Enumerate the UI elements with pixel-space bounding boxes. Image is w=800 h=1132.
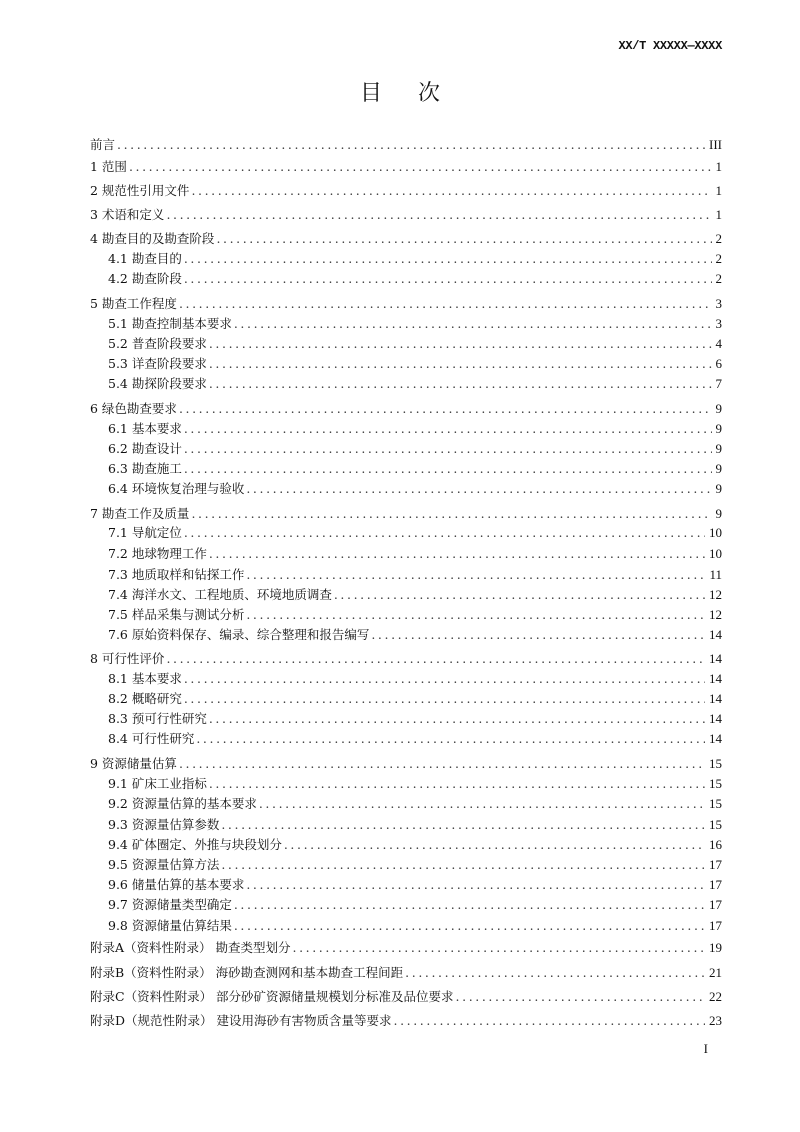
toc-entry-label: 7.2 地球物理工作 <box>108 546 207 561</box>
toc-entry[interactable] <box>90 295 722 313</box>
toc-entry-page: 15 <box>709 817 722 832</box>
toc-entry-label: 9.2 资源量估算的基本要求 <box>108 796 257 811</box>
toc-entry-label: 6.2 勘查设计 <box>108 441 182 456</box>
toc-entry[interactable] <box>90 988 722 1006</box>
toc-entry[interactable] <box>108 917 722 935</box>
toc-entry-page: 17 <box>709 877 722 892</box>
toc-entry[interactable] <box>90 939 722 957</box>
dot-leader <box>196 730 705 748</box>
toc-entry-page: 1 <box>715 183 722 198</box>
dot-leader <box>184 270 712 288</box>
dot-leader <box>129 158 712 176</box>
toc-entry-label: 5.1 勘查控制基本要求 <box>108 316 232 331</box>
dot-leader <box>166 650 705 668</box>
toc-entry[interactable] <box>108 795 722 813</box>
dot-leader <box>166 206 711 224</box>
toc-entry-page: 14 <box>709 731 722 746</box>
toc-entry-page: 15 <box>709 776 722 791</box>
dot-leader <box>234 917 705 935</box>
toc-entry[interactable] <box>108 710 722 728</box>
toc-entry[interactable] <box>108 375 722 393</box>
toc-entry-page: 1 <box>715 207 722 222</box>
toc-entry[interactable] <box>108 566 722 584</box>
toc-entry[interactable] <box>90 206 722 224</box>
toc-entry[interactable] <box>108 270 722 288</box>
toc-entry-page: 3 <box>715 316 722 331</box>
toc-entry[interactable] <box>90 230 722 248</box>
toc-entry[interactable] <box>108 856 722 874</box>
toc-entry[interactable] <box>108 355 722 373</box>
toc-entry-label: 6.1 基本要求 <box>108 421 182 436</box>
toc-entry-label: 4.1 勘查目的 <box>108 251 182 266</box>
toc-entry-page: 4 <box>715 336 722 351</box>
toc-entry[interactable] <box>108 690 722 708</box>
toc-entry-page: 15 <box>709 756 722 771</box>
toc-entry-label: 1 范围 <box>90 159 127 174</box>
dot-leader <box>209 775 705 793</box>
toc-entry-page: III <box>709 137 722 152</box>
toc-entry[interactable] <box>108 816 722 834</box>
dot-leader <box>184 420 712 438</box>
toc-entry-page: 1 <box>715 159 722 174</box>
toc-entry-label: 5.4 勘探阶段要求 <box>108 376 207 391</box>
toc-entry-page: 9 <box>715 401 722 416</box>
toc-entry-page: 12 <box>709 587 722 602</box>
dot-leader <box>221 856 705 874</box>
dot-leader <box>334 586 705 604</box>
toc-entry-page: 2 <box>715 231 722 246</box>
toc-entry[interactable] <box>90 400 722 418</box>
toc-entry-label: 5.3 详查阶段要求 <box>108 356 207 371</box>
toc-entry-page: 12 <box>709 607 722 622</box>
toc-entry-page: 19 <box>709 940 722 955</box>
toc-entry[interactable] <box>108 626 722 644</box>
dot-leader <box>456 988 705 1006</box>
toc-entry[interactable] <box>90 755 722 773</box>
toc-entry-page: 14 <box>709 651 722 666</box>
dot-leader <box>371 626 705 644</box>
toc-entry[interactable] <box>108 480 722 498</box>
toc-entry[interactable] <box>108 670 722 688</box>
dot-leader <box>179 400 712 418</box>
dot-leader <box>246 606 705 624</box>
toc-entry-label: 附录A（资料性附录） 勘查类型划分 <box>90 940 291 955</box>
toc-entry[interactable] <box>108 896 722 914</box>
toc-entry-label: 8.2 概略研究 <box>108 691 182 706</box>
toc-entry[interactable] <box>108 775 722 793</box>
toc-entry[interactable] <box>108 586 722 604</box>
toc-entry[interactable] <box>108 315 722 333</box>
dot-leader <box>184 250 712 268</box>
toc-entry-label: 6.3 勘查施工 <box>108 461 182 476</box>
toc-entry-label: 9.8 资源储量估算结果 <box>108 918 232 933</box>
toc-entry-label: 9.7 资源储量类型确定 <box>108 897 232 912</box>
toc-entry-page: 7 <box>715 376 722 391</box>
toc-entry-label: 附录C（资料性附录） 部分砂矿资源储量规模划分标准及品位要求 <box>90 989 454 1004</box>
toc-entry[interactable] <box>108 250 722 268</box>
toc-entry-page: 3 <box>715 296 722 311</box>
toc-entry-label: 4 勘查目的及勘查阶段 <box>90 231 215 246</box>
toc-entry-page: 16 <box>709 837 722 852</box>
toc-entry-page: 14 <box>709 691 722 706</box>
toc-entry-page: 17 <box>709 857 722 872</box>
toc-entry[interactable] <box>108 836 722 854</box>
toc-entry-page: 15 <box>709 796 722 811</box>
dot-leader <box>234 315 712 333</box>
dot-leader <box>405 964 705 982</box>
dot-leader <box>179 755 705 773</box>
dot-leader <box>284 836 705 854</box>
toc-entry-page: 6 <box>715 356 722 371</box>
dot-leader <box>184 440 712 458</box>
dot-leader <box>209 545 705 563</box>
toc-entry[interactable] <box>108 606 722 624</box>
dot-leader <box>246 480 711 498</box>
toc-entry[interactable] <box>108 730 722 748</box>
dot-leader <box>209 710 705 728</box>
toc-entry-label: 前言 <box>90 137 116 152</box>
toc-entry[interactable] <box>108 420 722 438</box>
dot-leader <box>209 335 712 353</box>
dot-leader <box>191 505 711 523</box>
toc-entry-page: 2 <box>715 251 722 266</box>
toc-entry-page: 9 <box>715 441 722 456</box>
toc-entry-page: 10 <box>709 546 722 561</box>
toc-entry[interactable] <box>108 545 722 563</box>
dot-leader <box>234 896 705 914</box>
dot-leader <box>259 795 705 813</box>
dot-leader <box>117 136 705 154</box>
dot-leader <box>191 182 711 200</box>
dot-leader <box>221 816 705 834</box>
document-code: XX/T XXXXX—XXXX <box>618 39 722 53</box>
toc-entry-page: 23 <box>709 1013 722 1028</box>
toc-entry[interactable] <box>90 650 722 668</box>
toc-entry[interactable] <box>90 1012 722 1030</box>
toc-entry-label: 6 绿色勘查要求 <box>90 401 177 416</box>
dot-leader <box>184 690 705 708</box>
toc-entry-label: 9.3 资源量估算参数 <box>108 817 220 832</box>
page-number: I <box>703 1041 708 1056</box>
title-char: 次 <box>418 81 441 106</box>
toc-entry[interactable] <box>90 136 722 154</box>
toc-entry-label: 8.4 可行性研究 <box>108 731 195 746</box>
dot-leader <box>246 876 705 894</box>
dot-leader <box>209 355 712 373</box>
toc-entry-label: 7.4 海洋水文、工程地质、环境地质调查 <box>108 587 332 602</box>
toc-entry-label: 9.6 储量估算的基本要求 <box>108 877 245 892</box>
toc-entry[interactable] <box>90 182 722 200</box>
toc-entry-label: 8.1 基本要求 <box>108 671 182 686</box>
dot-leader <box>216 230 711 248</box>
toc-entry[interactable] <box>90 158 722 176</box>
title-char: 目 <box>359 81 382 106</box>
toc-entry-label: 4.2 勘查阶段 <box>108 271 182 286</box>
toc-entry-label: 5.2 普查阶段要求 <box>108 336 207 351</box>
toc-entry-page: 14 <box>709 711 722 726</box>
toc-entry-page: 9 <box>715 481 722 496</box>
dot-leader <box>209 375 712 393</box>
dot-leader <box>184 460 712 478</box>
toc-entry-label: 2 规范性引用文件 <box>90 183 190 198</box>
toc-entry[interactable] <box>108 876 722 894</box>
toc-entry-page: 14 <box>709 671 722 686</box>
dot-leader <box>184 524 705 542</box>
toc-entry[interactable] <box>108 335 722 353</box>
toc-entry-page: 17 <box>709 918 722 933</box>
toc-entry-label: 7.5 样品采集与测试分析 <box>108 607 245 622</box>
toc-entry-label: 5 勘查工作程度 <box>90 296 177 311</box>
toc-entry-page: 14 <box>709 627 722 642</box>
toc-entry[interactable] <box>108 460 722 478</box>
toc-entry-page: 17 <box>709 897 722 912</box>
toc-entry[interactable] <box>90 505 722 523</box>
toc-entry-label: 7.6 原始资料保存、编录、综合整理和报告编写 <box>108 627 370 642</box>
dot-leader <box>179 295 712 313</box>
toc-entry-page: 10 <box>709 525 722 540</box>
dot-leader <box>394 1012 706 1030</box>
toc-entry-label: 6.4 环境恢复治理与验收 <box>108 481 245 496</box>
toc-entry[interactable] <box>108 440 722 458</box>
toc-entry-label: 7.3 地质取样和钻探工作 <box>108 567 245 582</box>
dot-leader <box>246 566 705 584</box>
toc-entry-page: 9 <box>715 461 722 476</box>
toc-entry-label: 8 可行性评价 <box>90 651 165 666</box>
toc-entry-page: 9 <box>715 506 722 521</box>
toc-entry-page: 22 <box>709 989 722 1004</box>
toc-entry-page: 9 <box>715 421 722 436</box>
page-title <box>0 76 800 107</box>
toc-entry-page: 2 <box>715 271 722 286</box>
toc-entry-label: 9.4 矿体圈定、外推与块段划分 <box>108 837 282 852</box>
dot-leader <box>293 939 705 957</box>
toc-entry-page: 21 <box>709 965 722 980</box>
toc-entry[interactable] <box>90 964 722 982</box>
toc-entry-label: 附录B（资料性附录） 海砂勘查测网和基本勘查工程间距 <box>90 965 404 980</box>
toc-entry-label: 7 勘查工作及质量 <box>90 506 190 521</box>
toc-entry-label: 9 资源储量估算 <box>90 756 177 771</box>
toc-entry-label: 9.5 资源量估算方法 <box>108 857 220 872</box>
toc-entry[interactable] <box>108 524 722 542</box>
toc-entry-label: 3 术语和定义 <box>90 207 165 222</box>
toc-entry-label: 9.1 矿床工业指标 <box>108 776 207 791</box>
toc-entry-page: 11 <box>709 567 722 582</box>
toc-entry-label: 7.1 导航定位 <box>108 525 182 540</box>
toc-entry-label: 8.3 预可行性研究 <box>108 711 207 726</box>
dot-leader <box>184 670 705 688</box>
toc-entry-label: 附录D（规范性附录） 建设用海砂有害物质含量等要求 <box>90 1013 392 1028</box>
